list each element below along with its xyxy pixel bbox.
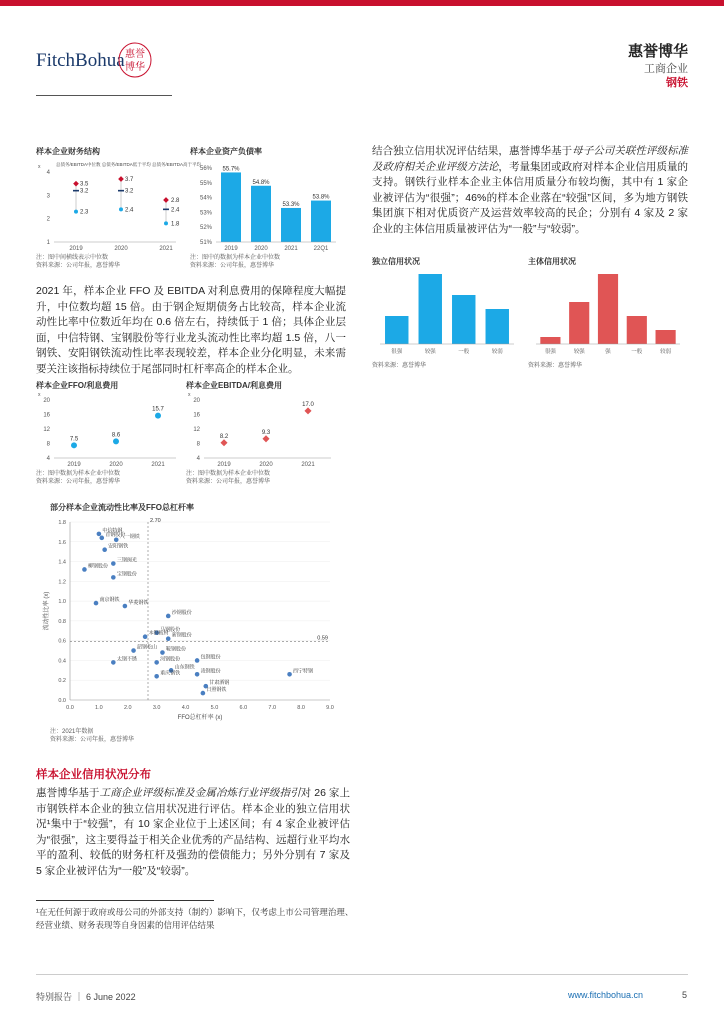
data-label: 3.5 xyxy=(80,181,89,188)
point-label: 韶钢松山 xyxy=(137,644,158,651)
brand-logo-text: FitchBohua xyxy=(36,50,125,71)
section-title: 样本企业信用状况分布 xyxy=(36,769,151,781)
y-tick-label: 56% xyxy=(199,166,212,172)
scatter-point xyxy=(160,650,165,655)
chart-source: 资料来源：公司年报，惠誉博华 xyxy=(186,479,271,485)
data-point xyxy=(74,210,78,214)
data-label: 8.2 xyxy=(219,433,229,440)
reference-label-y: 0.59 xyxy=(317,635,328,642)
y-tick-label: 0.6 xyxy=(58,638,66,645)
issuer-profile-chart xyxy=(528,256,688,376)
x-tick-label: 2019 xyxy=(67,462,81,468)
x-tick-label: 2020 xyxy=(254,246,268,252)
scatter-point xyxy=(287,672,292,677)
text-run: ，考量集团或政府对样本企业信用质量的支持。钢铁行业样本企业主体信用质量分布较均衡，其中有 1 家企业被评估为“很强”；46%的样本企业落在“较强”区间，多为地方钢铁集团旗下相对优质资产及运营效率较高的民企；分别有 4 家及 2 家企业的主体信用质量被评估为“一般”与“较弱”。 xyxy=(372,160,689,235)
scatter-point xyxy=(154,674,159,679)
logo-mark-line1: 惠誉 xyxy=(125,49,145,60)
y-tick-label: 0.2 xyxy=(58,678,66,685)
text-run: 对 26 家上市钢铁样本企业的独立信用状况进行评估。样本企业的独立信用状况¹集中于“较强”，有 10 家企业位于上述区间；有 4 家企业被评估为“很强”，这主要得益于相关企业优秀的产品结构、远超行业平均水平的盈利、较低的财务杠杆及强劲的偿债能力；另外分别有 7 家及 5 家企业被评估为“一般”及“较弱”。 xyxy=(36,787,351,877)
chart-note: 注：2021年数据 xyxy=(50,729,94,735)
point-label: 柳钢股份 xyxy=(87,563,108,570)
y-tick-label: 12 xyxy=(193,427,200,433)
y-tick-label: 1.4 xyxy=(58,559,66,566)
debt-ratio-chart xyxy=(190,146,338,274)
x-tick-label: 一般 xyxy=(631,349,643,355)
x-tick-label: 2021 xyxy=(151,462,165,468)
financial-structure-chart xyxy=(36,146,202,274)
y-axis-unit: x xyxy=(38,392,41,398)
scatter-point xyxy=(111,660,116,665)
logo-mark-icon xyxy=(118,42,152,78)
point-label: 包钢股份 xyxy=(200,654,221,661)
scatter-point xyxy=(102,547,107,552)
data-label: 15.7 xyxy=(152,406,164,413)
y-tick-label: 20 xyxy=(43,398,50,404)
data-label: 53.8% xyxy=(312,194,330,201)
data-point xyxy=(163,209,169,211)
chart-note: 注：图中数据为样本企业中位数 xyxy=(36,471,121,477)
ffo-interest-plot xyxy=(36,390,181,470)
scatter-point xyxy=(195,658,200,663)
top-accent-bar xyxy=(0,0,724,6)
chart-note: 注：图中间横线表示中位数 xyxy=(36,255,109,261)
y-tick-label: 0.0 xyxy=(58,698,66,704)
data-label: 3.7 xyxy=(125,177,134,183)
scatter-point xyxy=(195,672,200,677)
point-label: 重庆钢铁 xyxy=(160,670,181,677)
point-label: 首钢股份 xyxy=(105,531,126,538)
y-tick-label: 52% xyxy=(199,225,212,232)
x-tick-label: 2020 xyxy=(114,246,128,252)
chart-source: 资料来源：公司年报，惠誉博华 xyxy=(36,263,121,269)
point-label: 中信特钢 xyxy=(102,527,123,534)
chart-title: 样本企业FFO/利息费用 xyxy=(36,381,119,390)
chart-title: 样本企业EBITDA/利息费用 xyxy=(186,381,282,390)
methodology-text: 母子公司关联性评级标准及政府相关企业评级方法论 xyxy=(372,145,689,173)
x-tick-label: 9.0 xyxy=(326,705,334,711)
point-label: 安阳钢铁 xyxy=(108,543,129,550)
page-number: 5 xyxy=(682,990,688,1000)
y-tick-label: 1.8 xyxy=(58,520,66,526)
data-point xyxy=(262,435,269,442)
liquidity-leverage-plot xyxy=(40,514,344,726)
liquidity-leverage-chart xyxy=(40,502,344,750)
x-tick-label: 1.0 xyxy=(95,705,103,711)
scatter-point xyxy=(111,561,116,566)
point-label: 沙钢股份 xyxy=(171,609,192,616)
y-tick-label: 55% xyxy=(199,180,212,187)
data-label: 55.7% xyxy=(222,166,240,173)
chart-title: 主体信用状况 xyxy=(528,257,576,266)
x-tick-label: 2019 xyxy=(224,246,238,252)
point-label: 西宁特钢 xyxy=(293,668,314,675)
point-label: 南京钢铁 xyxy=(99,597,120,604)
header-subsector: 钢铁 xyxy=(666,77,688,89)
y-tick-label: 1.6 xyxy=(58,539,66,546)
data-label: 2.8 xyxy=(171,198,180,204)
x-tick-label: 2019 xyxy=(69,246,83,252)
y-tick-label: 1.0 xyxy=(58,599,66,606)
point-label: 华菱钢铁 xyxy=(128,600,149,607)
y-tick-label: 54% xyxy=(199,195,212,202)
y-axis-label: 流动性比率 (x) xyxy=(44,591,50,631)
footnote-rule xyxy=(36,900,214,901)
point-label: 甘肃酒钢 xyxy=(209,680,230,687)
x-tick-label: 2021 xyxy=(301,462,315,468)
x-tick-label: 6.0 xyxy=(239,705,248,711)
x-tick-label: 8.0 xyxy=(297,705,305,711)
scatter-point xyxy=(99,536,104,541)
bar xyxy=(540,337,560,344)
point-label: 三钢闽光 xyxy=(116,557,137,564)
point-label: 山东钢铁 xyxy=(174,664,195,671)
logo-mark-line2: 博华 xyxy=(125,62,145,73)
bar xyxy=(598,274,618,344)
bar xyxy=(311,201,331,242)
x-tick-label: 2021 xyxy=(284,246,298,252)
issuer-profile-plot xyxy=(528,270,688,362)
ebitda-interest-plot xyxy=(186,390,336,470)
scatter-point xyxy=(111,575,116,580)
point-label: 日照钢铁 xyxy=(206,687,227,694)
x-tick-label: 0.0 xyxy=(66,705,74,711)
x-tick-label: 4.0 xyxy=(181,705,190,711)
x-tick-label: 较弱 xyxy=(491,349,503,355)
data-label: 54.8% xyxy=(252,179,270,186)
bar xyxy=(221,172,241,242)
standalone-profile-plot xyxy=(372,270,522,362)
scatter-point xyxy=(97,532,102,537)
financial-structure-plot xyxy=(36,158,202,256)
footer-date: 6 June 2022 xyxy=(86,992,136,1002)
x-tick-label: 7.0 xyxy=(268,705,277,711)
scatter-point xyxy=(166,614,171,619)
point-label: 本钢板材 xyxy=(148,630,169,637)
bar xyxy=(627,316,647,344)
body-paragraph-left-1: 2021 年，样本企业 FFO 及 EBITDA 对利息费用的保障程度大幅提升，中位数均超 15 倍。由于钢企短期债务占比较高，样本企业流动性比率中位数近年均在 0.6 倍左右，持续低于 1 倍；具体企业层面，中信特钢、宝钢股份等行业龙头流动性比率均超 1.5 倍，八一钢铁、安阳钢铁流动性比率表现较差，样本企业分化明显，未来需要关注该指标持续位于尾部同时杠杆率高企的样本企业。 xyxy=(36,285,346,375)
y-tick-label: 1.2 xyxy=(58,579,66,586)
y-tick-label: 4 xyxy=(46,456,50,462)
data-point xyxy=(155,413,161,419)
data-label: 17.0 xyxy=(302,401,314,408)
point-label: 八一钢铁 xyxy=(119,533,140,540)
chart-title: 部分样本企业流动性比率及FFO总杠杆率 xyxy=(50,503,194,512)
data-point xyxy=(73,181,79,187)
bar xyxy=(419,274,442,344)
chart-source: 资料来源：惠誉博华 xyxy=(528,363,583,369)
point-label: 新钢股份 xyxy=(171,632,192,639)
data-point xyxy=(118,190,124,192)
footer-website-link[interactable]: www.fitchbohua.cn xyxy=(568,990,644,1000)
x-tick-label: 3.0 xyxy=(152,705,161,711)
scatter-point xyxy=(143,634,148,639)
scatter-point xyxy=(114,538,119,543)
data-point xyxy=(163,197,169,203)
x-axis-label: FFO总杠杆率 (x) xyxy=(177,715,223,721)
point-label: 凌钢股份 xyxy=(200,668,221,675)
y-tick-label: 16 xyxy=(43,412,50,419)
text-run: 结合独立信用状况评估结果，惠誉博华基于 xyxy=(372,145,573,157)
logo-underline xyxy=(36,95,172,96)
bar xyxy=(486,309,509,344)
y-tick-label: 1 xyxy=(46,240,50,246)
scatter-point xyxy=(154,660,159,665)
ebitda-interest-chart xyxy=(186,380,336,488)
x-tick-label: 2020 xyxy=(109,462,123,468)
y-tick-label: 53% xyxy=(199,210,212,217)
x-tick-label: 2021 xyxy=(159,246,173,252)
chart-source: 资料来源：惠誉博华 xyxy=(372,363,427,369)
x-tick-label: 很强 xyxy=(544,349,556,355)
y-tick-label: 2 xyxy=(46,216,50,223)
data-label: 53.3% xyxy=(282,201,300,208)
y-tick-label: 8 xyxy=(196,441,200,448)
data-label: 8.6 xyxy=(111,432,121,439)
scatter-point xyxy=(123,604,128,609)
scatter-point xyxy=(82,567,87,572)
x-tick-label: 2019 xyxy=(217,462,231,468)
point-label: 鞍钢股份 xyxy=(165,646,186,653)
standard-link-text: 工商企业评级标准及金属冶炼行业评级指引 xyxy=(99,787,301,799)
data-label: 3.2 xyxy=(80,188,89,195)
legend-text: 总债务/EBITDA中位数 总债务/EBITDA低于平均 总债务/EBITDA高于平均 xyxy=(56,162,202,167)
bar xyxy=(281,208,301,242)
data-point xyxy=(71,442,77,448)
data-point xyxy=(73,190,79,192)
data-label: 7.5 xyxy=(69,436,79,443)
y-axis-unit: x xyxy=(188,392,191,398)
chart-title: 独立信用状况 xyxy=(372,257,420,266)
bar xyxy=(452,295,475,344)
footnote: ¹在无任何源于政府或母公司的外部支持（制约）影响下，仅考虑上市公司管理治理、经营业绩、财务表现等自身因素的信用评估结果 xyxy=(36,907,354,930)
ffo-interest-chart xyxy=(36,380,181,488)
chart-note: 注：图中的数据为样本企业中位数 xyxy=(190,255,281,261)
bar xyxy=(385,316,408,344)
chart-title: 样本企业资产负债率 xyxy=(190,147,262,156)
text-run: 惠誉博华基于 xyxy=(36,787,100,799)
x-tick-label: 很强 xyxy=(391,349,403,355)
header-sector: 工商企业 xyxy=(644,63,688,75)
bar xyxy=(656,330,676,344)
reference-label-x: 2.70 xyxy=(150,518,161,524)
y-tick-label: 0.8 xyxy=(58,618,66,625)
data-label: 9.3 xyxy=(261,429,271,436)
footer-report-info: 特别报告 ｜ 6 June 2022 xyxy=(36,992,136,1002)
data-point xyxy=(220,439,227,446)
x-tick-label: 较强 xyxy=(573,349,585,355)
chart-source: 资料来源：公司年报，惠誉博华 xyxy=(190,263,275,269)
x-tick-label: 较弱 xyxy=(660,349,672,355)
scatter-point xyxy=(166,636,171,641)
x-tick-label: 较强 xyxy=(424,349,436,355)
data-label: 1.8 xyxy=(171,221,180,228)
data-label: 2.4 xyxy=(125,207,134,214)
x-tick-label: 5.0 xyxy=(210,705,219,711)
y-tick-label: 51% xyxy=(199,240,212,246)
y-tick-label: 20 xyxy=(193,398,200,404)
chart-source: 资料来源：公司年报，惠誉博华 xyxy=(50,737,135,743)
data-point xyxy=(164,221,168,225)
x-tick-label: 强 xyxy=(605,349,611,355)
footer-rule xyxy=(36,974,688,975)
footer-report-type: 特别报告 xyxy=(36,992,73,1002)
y-tick-label: 8 xyxy=(46,441,50,448)
y-tick-label: 12 xyxy=(43,427,50,433)
point-label: 河钢股份 xyxy=(160,656,181,663)
body-paragraph-left-2 xyxy=(36,786,350,879)
x-tick-label: 2020 xyxy=(259,462,273,468)
debt-ratio-plot xyxy=(190,158,338,256)
y-tick-label: 4 xyxy=(46,170,50,176)
standalone-profile-chart xyxy=(372,256,522,376)
scatter-point xyxy=(94,601,99,606)
header-company: 惠誉博华 xyxy=(627,43,688,60)
point-label: 马钢股份 xyxy=(160,626,181,633)
point-label: 宝钢股份 xyxy=(116,571,137,578)
x-tick-label: 2.0 xyxy=(123,705,132,711)
bar xyxy=(569,302,589,344)
data-label: 3.2 xyxy=(125,188,134,195)
scatter-point xyxy=(131,648,136,653)
data-point xyxy=(304,407,311,414)
y-tick-label: 4 xyxy=(196,456,200,462)
data-point xyxy=(118,176,124,182)
chart-note: 注：图中数据为样本企业中位数 xyxy=(186,471,271,477)
data-label: 2.4 xyxy=(171,207,180,214)
y-tick-label: 0.4 xyxy=(58,658,66,665)
data-point xyxy=(119,207,123,211)
y-tick-label: 3 xyxy=(46,193,50,200)
scatter-point xyxy=(201,691,206,696)
data-point xyxy=(113,438,119,444)
chart-title: 样本企业财务结构 xyxy=(36,147,100,156)
brand-logo-mark xyxy=(118,42,152,78)
body-paragraph-right-1 xyxy=(372,144,688,237)
data-label: 2.3 xyxy=(80,209,89,216)
bar xyxy=(251,186,271,242)
y-tick-label: 16 xyxy=(193,412,200,419)
y-axis-unit: x xyxy=(38,164,41,170)
x-tick-label: 22Q1 xyxy=(313,246,329,252)
point-label: 太钢不锈 xyxy=(116,656,137,663)
x-tick-label: 一般 xyxy=(458,349,470,355)
chart-source: 资料来源：公司年报，惠誉博华 xyxy=(36,479,121,485)
